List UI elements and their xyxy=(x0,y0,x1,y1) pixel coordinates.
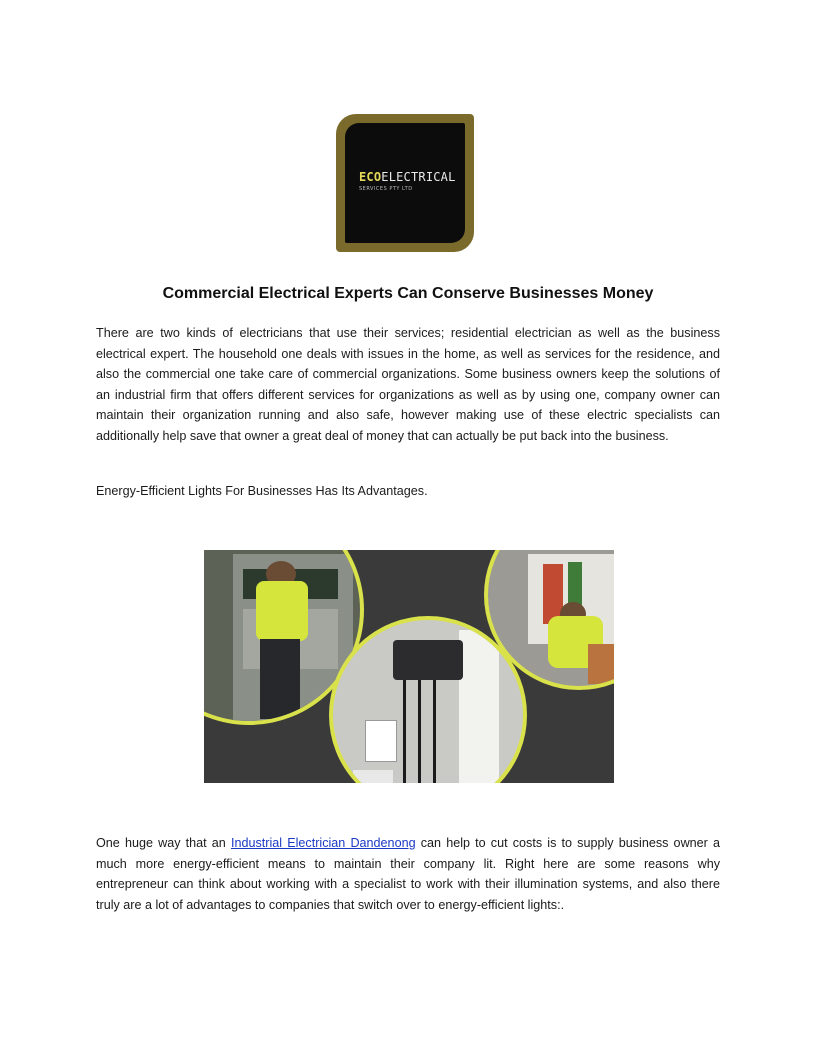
logo-brand-prefix: ECO xyxy=(359,170,382,184)
electricians-photo-collage xyxy=(204,550,614,783)
paragraph-subheading: Energy-Efficient Lights For Businesses Has Its Advantages. xyxy=(96,484,428,498)
document-title: Commercial Electrical Experts Can Conserve Businesses Money xyxy=(162,285,654,302)
paragraph-3-end: can help to cut costs is to supply business owner a much more energy-efficient means to maintain their company lit. Right here are some reasons why entrepreneur can think about working with a specialist to work with their illumination systems, and also there truly are a lot of advantages to companies that switch over to energy-efficient lights:. xyxy=(96,836,721,912)
logo-brand-suffix: ELECTRICAL xyxy=(381,170,456,184)
company-logo xyxy=(336,114,474,252)
logo-subtitle: SERVICES PTY LTD xyxy=(359,186,413,192)
logo-inner xyxy=(345,123,465,243)
industrial-electrician-link[interactable]: Industrial Electrician Dandenong xyxy=(230,836,416,850)
logo-wordmark xyxy=(359,171,456,184)
paragraph-intro: There are two kinds of electricians that use their services; residential electrician as well as the business electrical expert. The household one deals with issues in the home, as well as services for the residence, and also the commercial one take care of commercial organizations. Some business owners keep the solutions of an industrial firm that offers different services for organizations as well as by using one, company owner can maintain their organization running and also safe, however making use of these electric specialists can additionally help save that owner a great deal of money that can actually be put back into the business. xyxy=(96,326,720,443)
paragraph-3-start: One huge way that an xyxy=(96,836,231,850)
paragraph-energy-efficiency xyxy=(96,833,720,915)
